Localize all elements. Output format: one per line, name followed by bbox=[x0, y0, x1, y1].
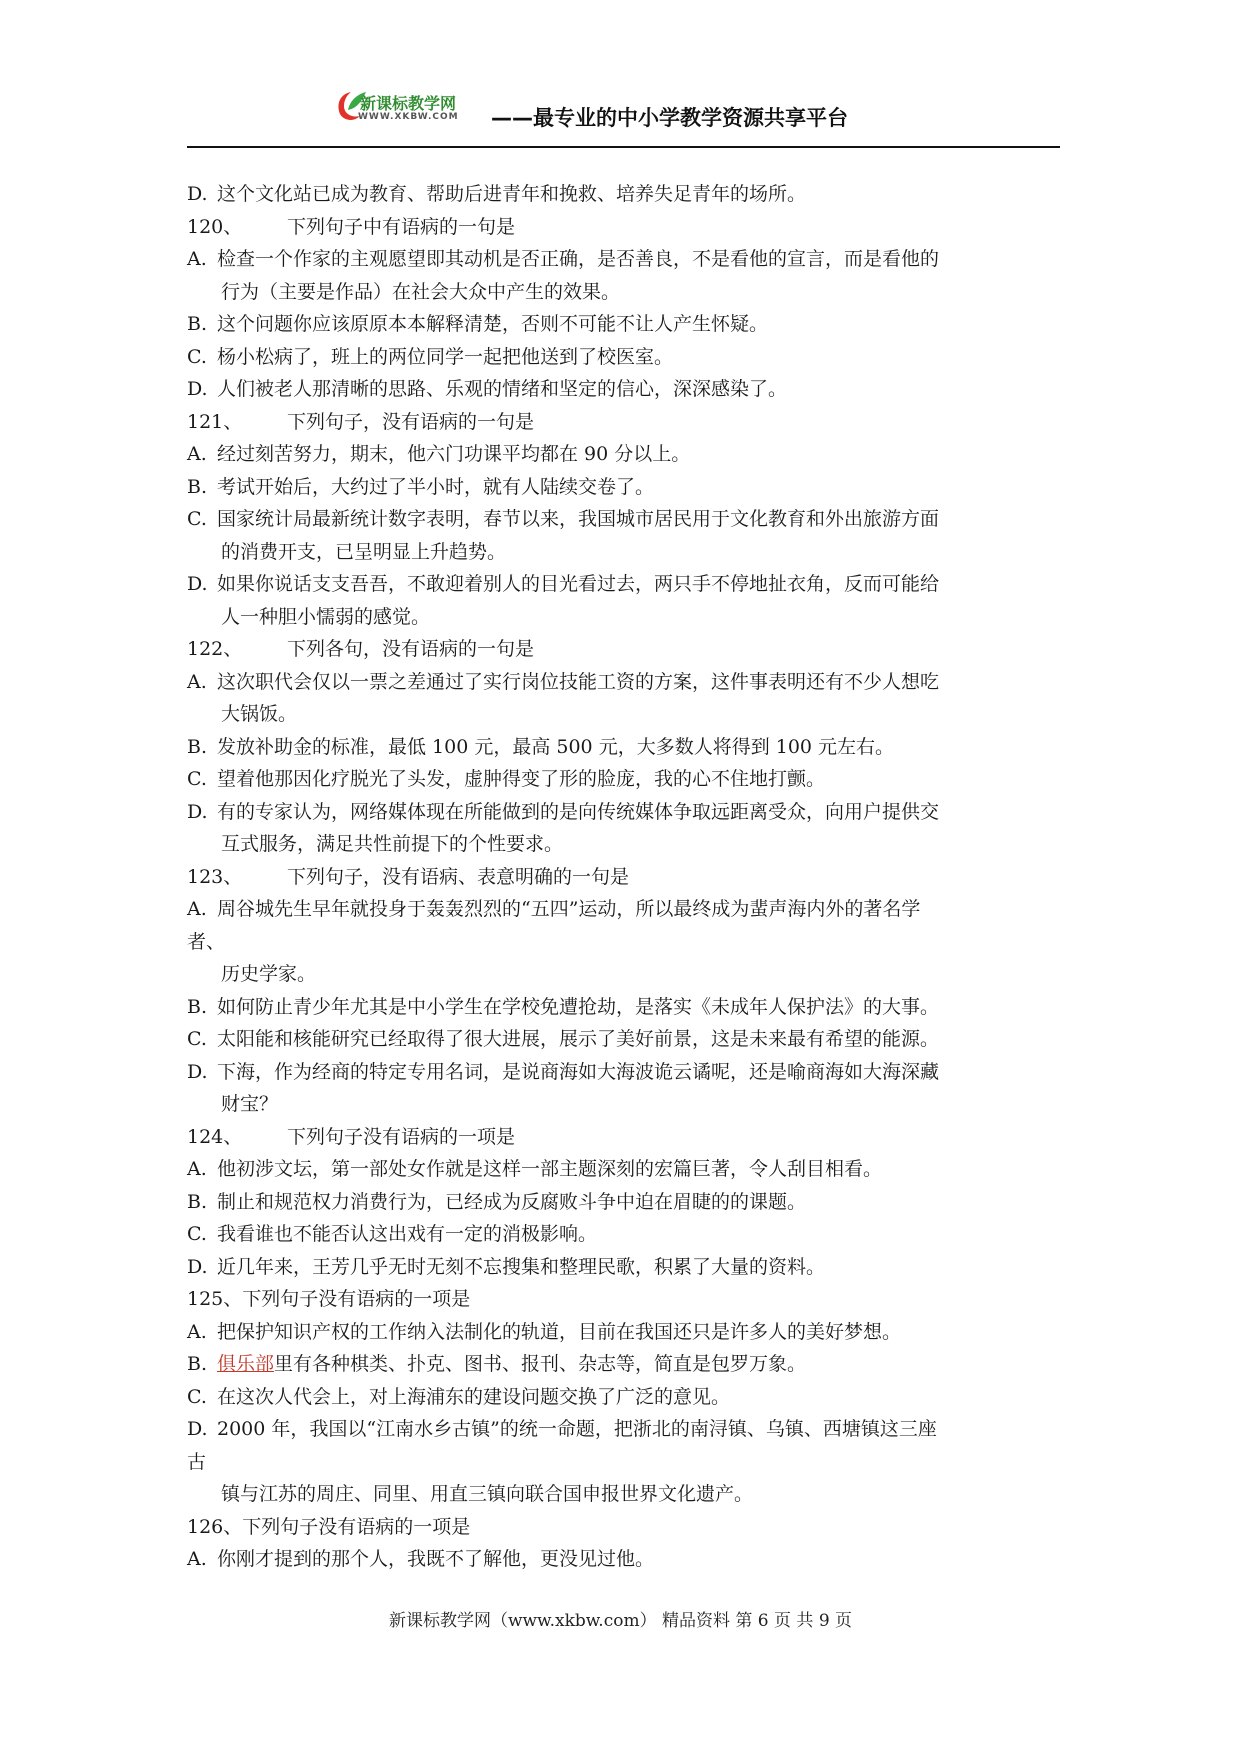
page-header bbox=[187, 82, 1060, 148]
document-body bbox=[187, 178, 1063, 1576]
q121-option-c: C. 国家统计局最新统计数字表明，春节以来，我国城市居民用于文化教育和外出旅游方面 bbox=[187, 508, 940, 530]
q122-option-d-cont: 互式服务，满足共性前提下的个性要求。 bbox=[221, 833, 564, 855]
q121-option-b: B. 考试开始后，大约过了半小时，就有人陆续交卷了。 bbox=[187, 475, 655, 498]
q125-option-a: A. 把保护知识产权的工作纳入法制化的轨道，目前在我国还只是许多人的美好梦想。 bbox=[187, 1320, 902, 1343]
header-tagline: ——最专业的中小学教学资源共享平台 bbox=[491, 106, 848, 130]
q123-option-a: A. 周谷城先生早年就投身于轰轰烈烈的“五四”运动，所以最终成为蜚声海内外的著名学 bbox=[187, 898, 921, 920]
page-footer bbox=[0, 1606, 1241, 1631]
q123-option-a-cont: 历史学家。 bbox=[221, 963, 317, 985]
q120-option-c: C. 杨小松病了，班上的两位同学一起把他送到了校医室。 bbox=[187, 345, 674, 368]
q124-option-b: B. 制止和规范权力消费行为，已经成为反腐败斗争中迫在眉睫的的课题。 bbox=[187, 1190, 807, 1213]
q120-option-a: A. 检查一个作家的主观愿望即其动机是否正确，是否善良，不是看他的宣言，而是看他的 bbox=[187, 248, 940, 270]
club-link[interactable]: 俱乐部 bbox=[217, 1353, 275, 1375]
question-120: 120、 下列句子中有语病的一句是 bbox=[187, 215, 516, 238]
header-divider bbox=[187, 146, 1060, 148]
footer-text: 新课标教学网（www.xkbw.com） 精品资料 第 6 页 共 9 页 bbox=[388, 1611, 853, 1631]
q123-option-c: C. 太阳能和核能研究已经取得了很大进展，展示了美好前景，这是未来最有希望的能源。 bbox=[187, 1028, 940, 1050]
q121-option-a: A. 经过刻苦努力，期末，他六门功课平均都在 90 分以上。 bbox=[187, 443, 691, 465]
q124-option-c: C. 我看谁也不能否认这出戏有一定的消极影响。 bbox=[187, 1223, 598, 1245]
q120-option-d: D. 人们被老人那清晰的思路、乐观的情绪和坚定的信心，深深感染了。 bbox=[187, 378, 788, 400]
question-121: 121、 下列句子，没有语病的一句是 bbox=[187, 410, 535, 433]
logo-url: WWW.XKBW.COM bbox=[358, 112, 459, 122]
q121-option-d-cont: 人一种胆小懦弱的感觉。 bbox=[221, 605, 431, 628]
q119-option-d: D. 这个文化站已成为教育、帮助后进青年和挽救、培养失足青年的场所。 bbox=[187, 183, 807, 205]
q120-option-a-cont: 行为（主要是作品）在社会大众中产生的效果。 bbox=[221, 280, 621, 303]
q122-option-a-cont: 大锅饭。 bbox=[221, 703, 298, 725]
q124-option-d: D. 近几年来，王芳几乎无时无刻不忘搜集和整理民歌，积累了大量的资料。 bbox=[187, 1255, 826, 1278]
q123-option-d: D. 下海，作为经商的特定专用名词，是说商海如大海波诡云谲呢，还是喻商海如大海深藏 bbox=[187, 1060, 940, 1083]
question-124: 124、 下列句子没有语病的一项是 bbox=[187, 1125, 516, 1148]
question-125: 125、下列句子没有语病的一项是 bbox=[187, 1288, 471, 1310]
q125-option-b: B. 俱乐部里有各种棋类、扑克、图书、报刊、杂志等，简直是包罗万象。 bbox=[187, 1353, 807, 1375]
question-123: 123、 下列句子，没有语病、表意明确的一句是 bbox=[187, 865, 630, 888]
q125-option-d: D. 2000 年，我国以“江南水乡古镇”的统一命题，把浙北的南浔镇、乌镇、西塘镇这三座 bbox=[187, 1418, 937, 1440]
q125-option-d-cont: 镇与江苏的周庄、同里、用直三镇向联合国申报世界文化遗产。 bbox=[221, 1483, 754, 1505]
q122-option-c: C. 望着他那因化疗脱光了头发，虚肿得变了形的脸庞，我的心不住地打颤。 bbox=[187, 768, 826, 790]
q123-option-b: B. 如何防止青少年尤其是中小学生在学校免遭抢劫，是落实《未成年人保护法》的大事。 bbox=[187, 995, 940, 1018]
q126-option-a: A. 你刚才提到的那个人，我既不了解他，更没见过他。 bbox=[187, 1548, 655, 1570]
q122-option-a: A. 这次职代会仅以一票之差通过了实行岗位技能工资的方案，这件事表明还有不少人想吃 bbox=[187, 670, 940, 693]
q120-option-b: B. 这个问题你应该原原本本解释清楚，否则不可能不让人产生怀疑。 bbox=[187, 313, 769, 335]
q122-option-d: D. 有的专家认为，网络媒体现在所能做到的是向传统媒体争取远距离受众，向用户提供交 bbox=[187, 800, 940, 823]
question-126: 126、下列句子没有语病的一项是 bbox=[187, 1515, 471, 1538]
q124-option-a: A. 他初涉文坛，第一部处女作就是这样一部主题深刻的宏篇巨著，令人刮目相看。 bbox=[187, 1158, 883, 1180]
q123-option-a-wrap: 者、 bbox=[187, 930, 226, 953]
site-logo bbox=[334, 88, 474, 130]
q123-option-d-cont: 财宝？ bbox=[221, 1093, 279, 1115]
q125-option-c: C. 在这次人代会上，对上海浦东的建设问题交换了广泛的意见。 bbox=[187, 1385, 731, 1408]
q122-option-b: B. 发放补助金的标准，最低 100 元，最高 500 元，大多数人将得到 100 元左右。 bbox=[187, 735, 895, 758]
q121-option-d: D. 如果你说话支支吾吾，不敢迎着别人的目光看过去，两只手不停地扯衣角，反而可能给 bbox=[187, 573, 940, 595]
q121-option-c-cont: 的消费开支，已呈明显上升趋势。 bbox=[221, 540, 507, 563]
question-122: 122、 下列各句，没有语病的一句是 bbox=[187, 638, 535, 660]
logo-name: 新课标教学网 bbox=[360, 94, 457, 113]
q125-option-d-wrap: 古 bbox=[187, 1450, 207, 1473]
